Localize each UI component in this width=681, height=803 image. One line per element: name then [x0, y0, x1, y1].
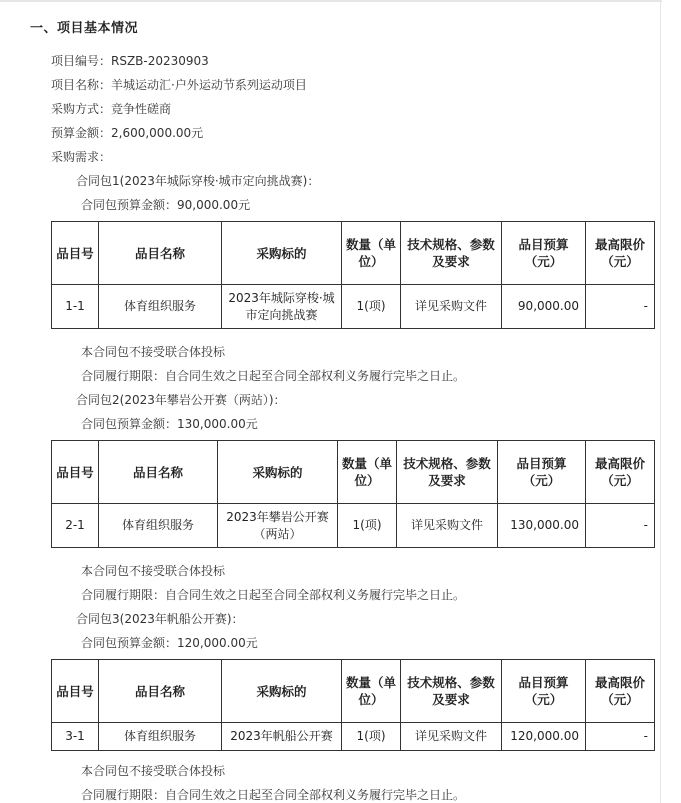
cell-item-name: 体育组织服务	[99, 723, 222, 751]
package-note-term: 合同履行期限：自合同生效之日起至合同全部权利义务履行完毕之日止。	[81, 588, 466, 602]
package-budget: 合同包预算金额：120,000.00元	[81, 636, 258, 650]
package-title: 合同包3(2023年帆船公开赛)：	[76, 612, 244, 626]
cell-item-name: 体育组织服务	[99, 285, 222, 329]
header-item-budget: 品目预算（元）	[502, 222, 586, 285]
cell-spec: 详见采购文件	[397, 504, 498, 548]
header-subject: 采购标的	[218, 441, 338, 504]
package-title: 合同包2(2023年攀岩公开赛（两站）)：	[76, 393, 286, 407]
package-note-consortium: 本合同包不接受联合体投标	[81, 564, 226, 578]
header-item-name: 品目名称	[99, 441, 218, 504]
header-quantity: 数量（单位）	[338, 441, 397, 504]
cell-subject: 2023年帆船公开赛	[222, 723, 342, 751]
package-budget: 合同包预算金额：130,000.00元	[81, 417, 258, 431]
table-header-row	[52, 222, 655, 285]
cell-max-price: -	[586, 504, 655, 548]
cell-quantity: 1(项)	[342, 285, 401, 329]
cell-item-budget: 90,000.00	[502, 285, 586, 329]
table-row	[52, 504, 655, 548]
cell-item-no: 3-1	[52, 723, 99, 751]
package-note-consortium: 本合同包不接受联合体投标	[81, 764, 226, 778]
package-table	[51, 659, 655, 751]
header-max-price: 最高限价（元）	[586, 660, 655, 723]
header-quantity: 数量（单位）	[342, 660, 401, 723]
package-table	[51, 440, 655, 548]
cell-quantity: 1(项)	[338, 504, 397, 548]
header-subject: 采购标的	[222, 222, 342, 285]
table-row	[52, 285, 655, 329]
table-header-row	[52, 441, 655, 504]
package-note-term: 合同履行期限：自合同生效之日起至合同全部权利义务履行完毕之日止。	[81, 788, 466, 802]
package-note-consortium: 本合同包不接受联合体投标	[81, 345, 226, 359]
header-spec: 技术规格、参数及要求	[401, 660, 502, 723]
top-divider	[0, 0, 662, 2]
cell-quantity: 1(项)	[342, 723, 401, 751]
cell-spec: 详见采购文件	[401, 723, 502, 751]
header-item-no: 品目号	[52, 441, 99, 504]
cell-max-price: -	[586, 723, 655, 751]
cell-spec: 详见采购文件	[401, 285, 502, 329]
header-item-budget: 品目预算（元）	[502, 660, 586, 723]
section-title: 一、项目基本情况	[30, 21, 139, 36]
header-max-price: 最高限价（元）	[586, 222, 655, 285]
header-quantity: 数量（单位）	[342, 222, 401, 285]
package-title: 合同包1(2023年城际穿梭·城市定向挑战赛)：	[76, 174, 320, 188]
cell-item-no: 1-1	[52, 285, 99, 329]
cell-subject: 2023年城际穿梭·城市定向挑战赛	[222, 285, 342, 329]
header-subject: 采购标的	[222, 660, 342, 723]
cell-max-price: -	[586, 285, 655, 329]
cell-item-name: 体育组织服务	[99, 504, 218, 548]
package-budget: 合同包预算金额：90,000.00元	[81, 198, 251, 212]
header-item-name: 品目名称	[99, 222, 222, 285]
header-item-budget: 品目预算（元）	[498, 441, 586, 504]
project-number: 项目编号：RSZB-20230903	[51, 54, 209, 68]
header-item-name: 品目名称	[99, 660, 222, 723]
table-header-row	[52, 660, 655, 723]
cell-subject: 2023年攀岩公开赛（两站）	[218, 504, 338, 548]
header-item-no: 品目号	[52, 660, 99, 723]
header-spec: 技术规格、参数及要求	[397, 441, 498, 504]
procurement-demand-label: 采购需求：	[51, 150, 112, 164]
budget-amount: 预算金额：2,600,000.00元	[51, 126, 204, 140]
package-table	[51, 221, 655, 329]
header-spec: 技术规格、参数及要求	[401, 222, 502, 285]
right-border	[660, 0, 661, 803]
table-row	[52, 723, 655, 751]
project-name: 项目名称：羊城运动汇·户外运动节系列运动项目	[51, 78, 307, 92]
cell-item-budget: 130,000.00	[498, 504, 586, 548]
header-max-price: 最高限价（元）	[586, 441, 655, 504]
cell-item-budget: 120,000.00	[502, 723, 586, 751]
cell-item-no: 2-1	[52, 504, 99, 548]
package-note-term: 合同履行期限：自合同生效之日起至合同全部权利义务履行完毕之日止。	[81, 369, 466, 383]
header-item-no: 品目号	[52, 222, 99, 285]
procurement-method: 采购方式：竞争性磋商	[51, 102, 172, 116]
